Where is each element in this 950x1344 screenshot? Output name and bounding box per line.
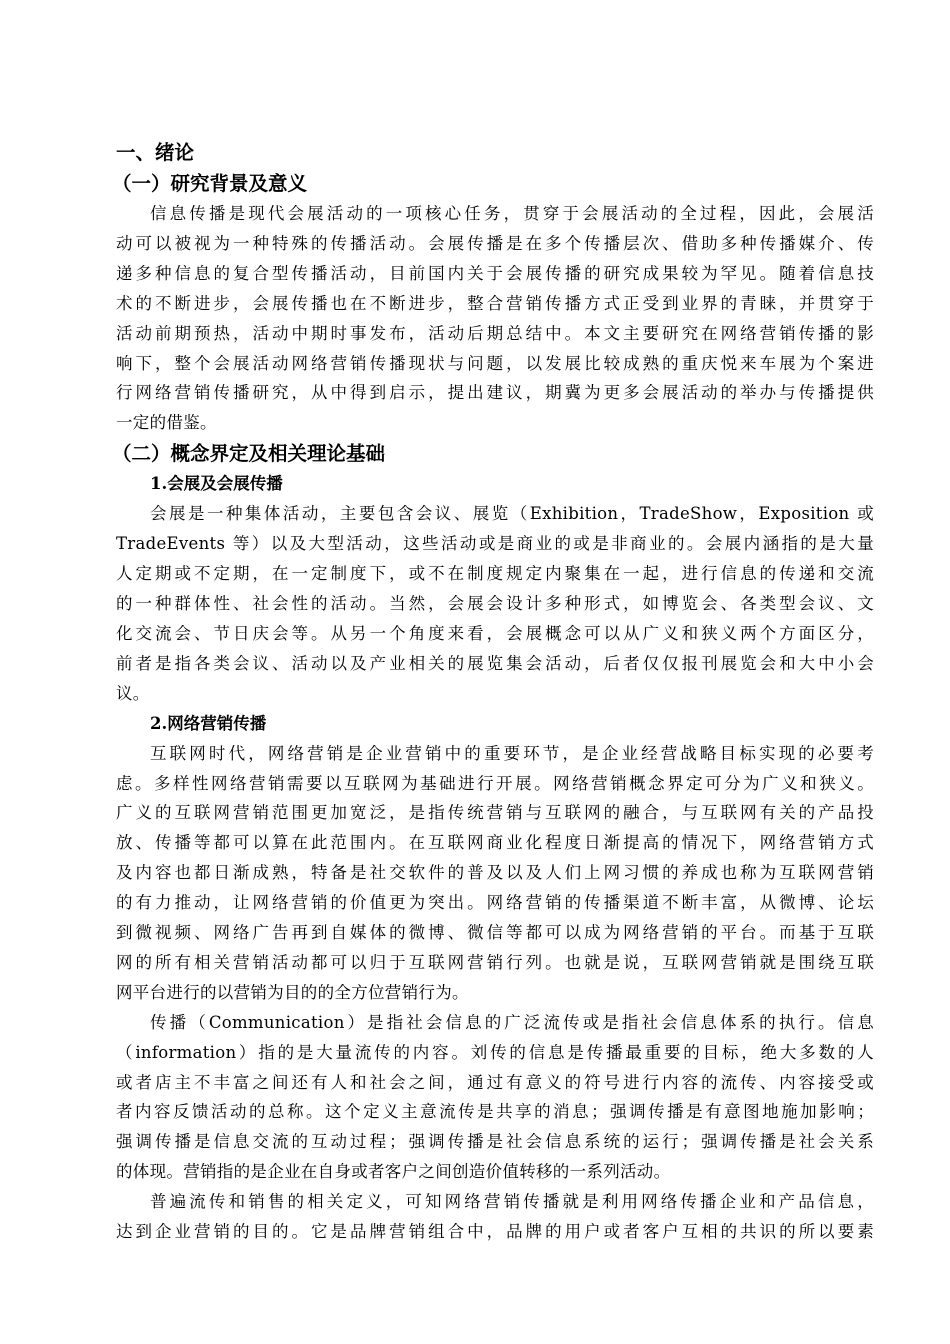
text-line: 普遍流传和销售的相关定义，可知网络营销传播就是利用网络传播企业和产品信息， — [150, 1192, 874, 1212]
text-line: 互联网时代，网络营销是企业营销中的重要环节，是企业经营战略目标实现的必要考 — [150, 743, 874, 763]
text-line: 信息传播是现代会展活动的一项核心任务，贯穿于会展活动的全过程，因此，会展活 — [150, 204, 874, 223]
section-heading-background: （一）研究背景及意义 — [112, 172, 308, 195]
text-line: 一定的借鉴。 — [116, 413, 217, 433]
text-line: 的有力推动，让网络营销的价值更为突出。网络营销的传播渠道不断丰富，从微博、论坛 — [116, 893, 874, 913]
text-line: 及内容也都日渐成熟，特备是社交软件的普及以及人们上网习惯的养成也称为互联网营销 — [116, 863, 874, 883]
text-line: 术的不断进步，会展传播也在不断进步，整合营销传播方式正受到业界的青睐，并贯穿于 — [116, 293, 874, 313]
text-line: （information）指的是大量流传的内容。刘传的信息是传播最重要的目标，绝大多数的人 — [116, 1042, 874, 1062]
paragraph-communication — [116, 1008, 874, 1187]
text-line: 者内容反馈活动的总称。这个定义主意流传是共享的消息；强调传播是有意图地施加影响； — [116, 1102, 874, 1122]
paragraph-network-marketing — [116, 739, 874, 1008]
text-line: 响下，整个会展活动网络营销传播现状与问题，以发展比较成熟的重庆悦来车展为个案进 — [116, 353, 874, 373]
text-line: 达到企业营销的目的。它是品牌营销组合中，品牌的用户或者客户互相的共识的所以要素 — [116, 1222, 874, 1242]
paragraph-background — [116, 199, 874, 438]
text-line: 化交流会、节日庆会等。从另一个角度来看，会展概念可以从广义和狭义两个方面区分， — [116, 623, 874, 643]
paragraph-exhibition — [116, 499, 874, 708]
text-line: 的一种群体性、社会性的活动。当然，会展会设计多种形式，如博览会、各类型会议、文 — [116, 593, 874, 613]
chapter-heading: 一、绪论 — [116, 141, 195, 164]
text-line: 议。 — [116, 683, 150, 703]
text-line: 网平台进行的以营销为目的的全方位营销行为。 — [116, 982, 469, 1002]
text-line: 广义的互联网营销范围更加宽泛，是指传统营销与互联网的融合，与互联网有关的产品投 — [116, 803, 874, 823]
text-line: 到微视频、网络广告再到自媒体的微博、微信等都可以成为网络营销的平台。而基于互联 — [116, 923, 874, 943]
text-line: 前者是指各类会议、活动以及产业相关的展览集会活动，后者仅仅报刊展览会和大中小会 — [116, 653, 874, 673]
text-line: 递多种信息的复合型传播活动，目前国内关于会展传播的研究成果较为罕见。随着信息技 — [116, 263, 874, 283]
text-line: 传播（Communication）是指社会信息的广泛流传或是指社会信息体系的执行。信息 — [150, 1012, 874, 1032]
text-line: 人定期或不定期，在一定制度下，或不在制度规定内聚集在一起，进行信息的传递和交流 — [116, 564, 874, 584]
text-line: 或者店主不丰富之间还有人和社会之间，通过有意义的符号进行内容的流传、内容接受或 — [116, 1072, 874, 1092]
text-line: 强调传播是信息交流的互动过程；强调传播是社会信息系统的运行；强调传播是社会关系 — [116, 1132, 874, 1152]
text-line: 网的所有相关营销活动都可以归于互联网营销行列。也就是说，互联网营销就是围绕互联 — [116, 952, 874, 972]
paragraph-definition — [116, 1187, 874, 1247]
subsection-heading-network-marketing: 2.网络营销传播 — [150, 713, 267, 733]
text-line: TradeEvents 等）以及大型活动，这些活动或是商业的或是非商业的。会展内涵指的是大量 — [116, 534, 874, 554]
subsection-heading-exhibition: 1.会展及会展传播 — [150, 474, 283, 494]
text-line: 活动前期预热，活动中期时事发布，活动后期总结中。本文主要研究在网络营销传播的影 — [116, 323, 874, 343]
text-line: 虑。多样性网络营销需要以互联网为基础进行开展。网络营销概念界定可分为广义和狭义。 — [116, 773, 874, 793]
text-line: 放、传播等都可以算在此范围内。在互联网商业化程度日渐提高的情况下，网络营销方式 — [116, 833, 874, 853]
text-line: 行网络营销传播研究，从中得到启示，提出建议，期冀为更多会展活动的举办与传播提供 — [116, 383, 874, 403]
section-heading-concepts: （二）概念界定及相关理论基础 — [112, 442, 386, 466]
text-line: 的体现。营销指的是企业在自身或者客户之间创造价值转移的一系列活动。 — [116, 1162, 671, 1182]
document-body — [112, 138, 874, 1247]
text-line: 动可以被视为一种特殊的传播活动。会展传播是在多个传播层次、借助多种传播媒介、传 — [116, 233, 874, 253]
text-line: 会展是一种集体活动，主要包含会议、展览（Exhibition，TradeShow，Exposition 或 — [150, 504, 874, 524]
